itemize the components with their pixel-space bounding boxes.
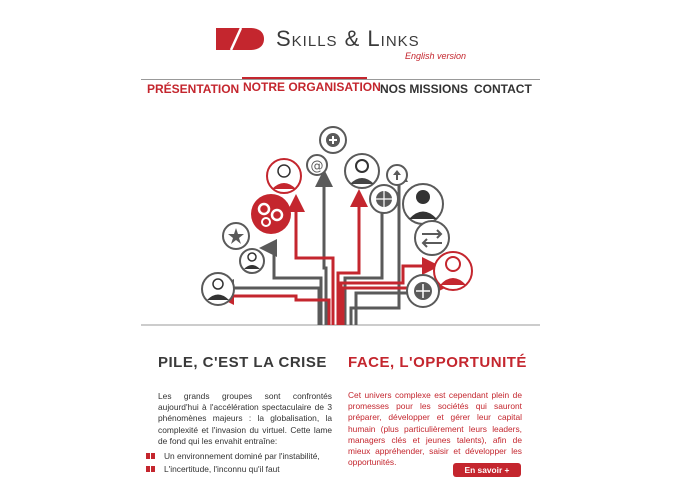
person-icon: [267, 159, 301, 193]
right-paragraph: Cet univers complexe est cependant plein de promesses pour les sociétés qui sauront préparer, développer et gérer leur capital humain (plus particulièrement leurs leaders, managers clés et jeunes talents), afin de mieux appréhender, saisir et développer les opportunités.: [348, 390, 522, 468]
nav-item-organisation[interactable]: NOTRE ORGANISATION: [243, 80, 381, 94]
organisation-tree-graphic: [141, 118, 540, 326]
list-item: L'incertitude, l'inconnu qu'il faut: [146, 464, 326, 475]
nav-item-presentation[interactable]: PRÉSENTATION: [147, 82, 240, 96]
main-nav: [141, 80, 540, 100]
upload-icon: [387, 165, 407, 185]
nav-item-missions[interactable]: NOS MISSIONS: [380, 82, 469, 96]
star-icon: [223, 223, 249, 249]
left-paragraph: Les grands groupes sont confrontés aujourd'hui à l'accélération spectaculaire de 3 phénomènes majeurs : la globalisation, la complexité et l'invasion du virtuel. Cette lame de fond qui les envahit entraîne:: [158, 391, 332, 446]
logo-mark-icon: [214, 27, 264, 51]
bullet-icon: [146, 466, 156, 472]
language-link[interactable]: English version: [405, 51, 467, 61]
active-tab-indicator: [242, 77, 367, 79]
nav-item-contact[interactable]: CONTACT: [474, 82, 532, 96]
at-icon: [307, 155, 327, 175]
person-icon: [202, 273, 234, 305]
arrows-icon: [415, 221, 449, 255]
gears-icon: [251, 194, 291, 234]
svg-text:@: @: [310, 159, 324, 174]
brand-logo[interactable]: [214, 26, 420, 52]
brand-name: Skills & Links: [276, 26, 420, 51]
plus-icon: [320, 127, 346, 153]
left-bullet-list: [146, 451, 326, 477]
bullet-icon: [146, 453, 156, 459]
left-heading: PILE, C'EST LA CRISE: [158, 354, 327, 371]
globe-icon: [370, 185, 398, 213]
move-icon: [407, 275, 439, 307]
right-heading: FACE, L'OPPORTUNITÉ: [348, 354, 527, 371]
person-icon: [434, 252, 472, 290]
person-icon: [345, 154, 379, 188]
list-item: Un environnement dominé par l'instabilité,: [146, 451, 326, 462]
person-icon: [403, 184, 443, 224]
learn-more-button[interactable]: En savoir +: [453, 463, 521, 477]
person-icon: [240, 249, 264, 273]
